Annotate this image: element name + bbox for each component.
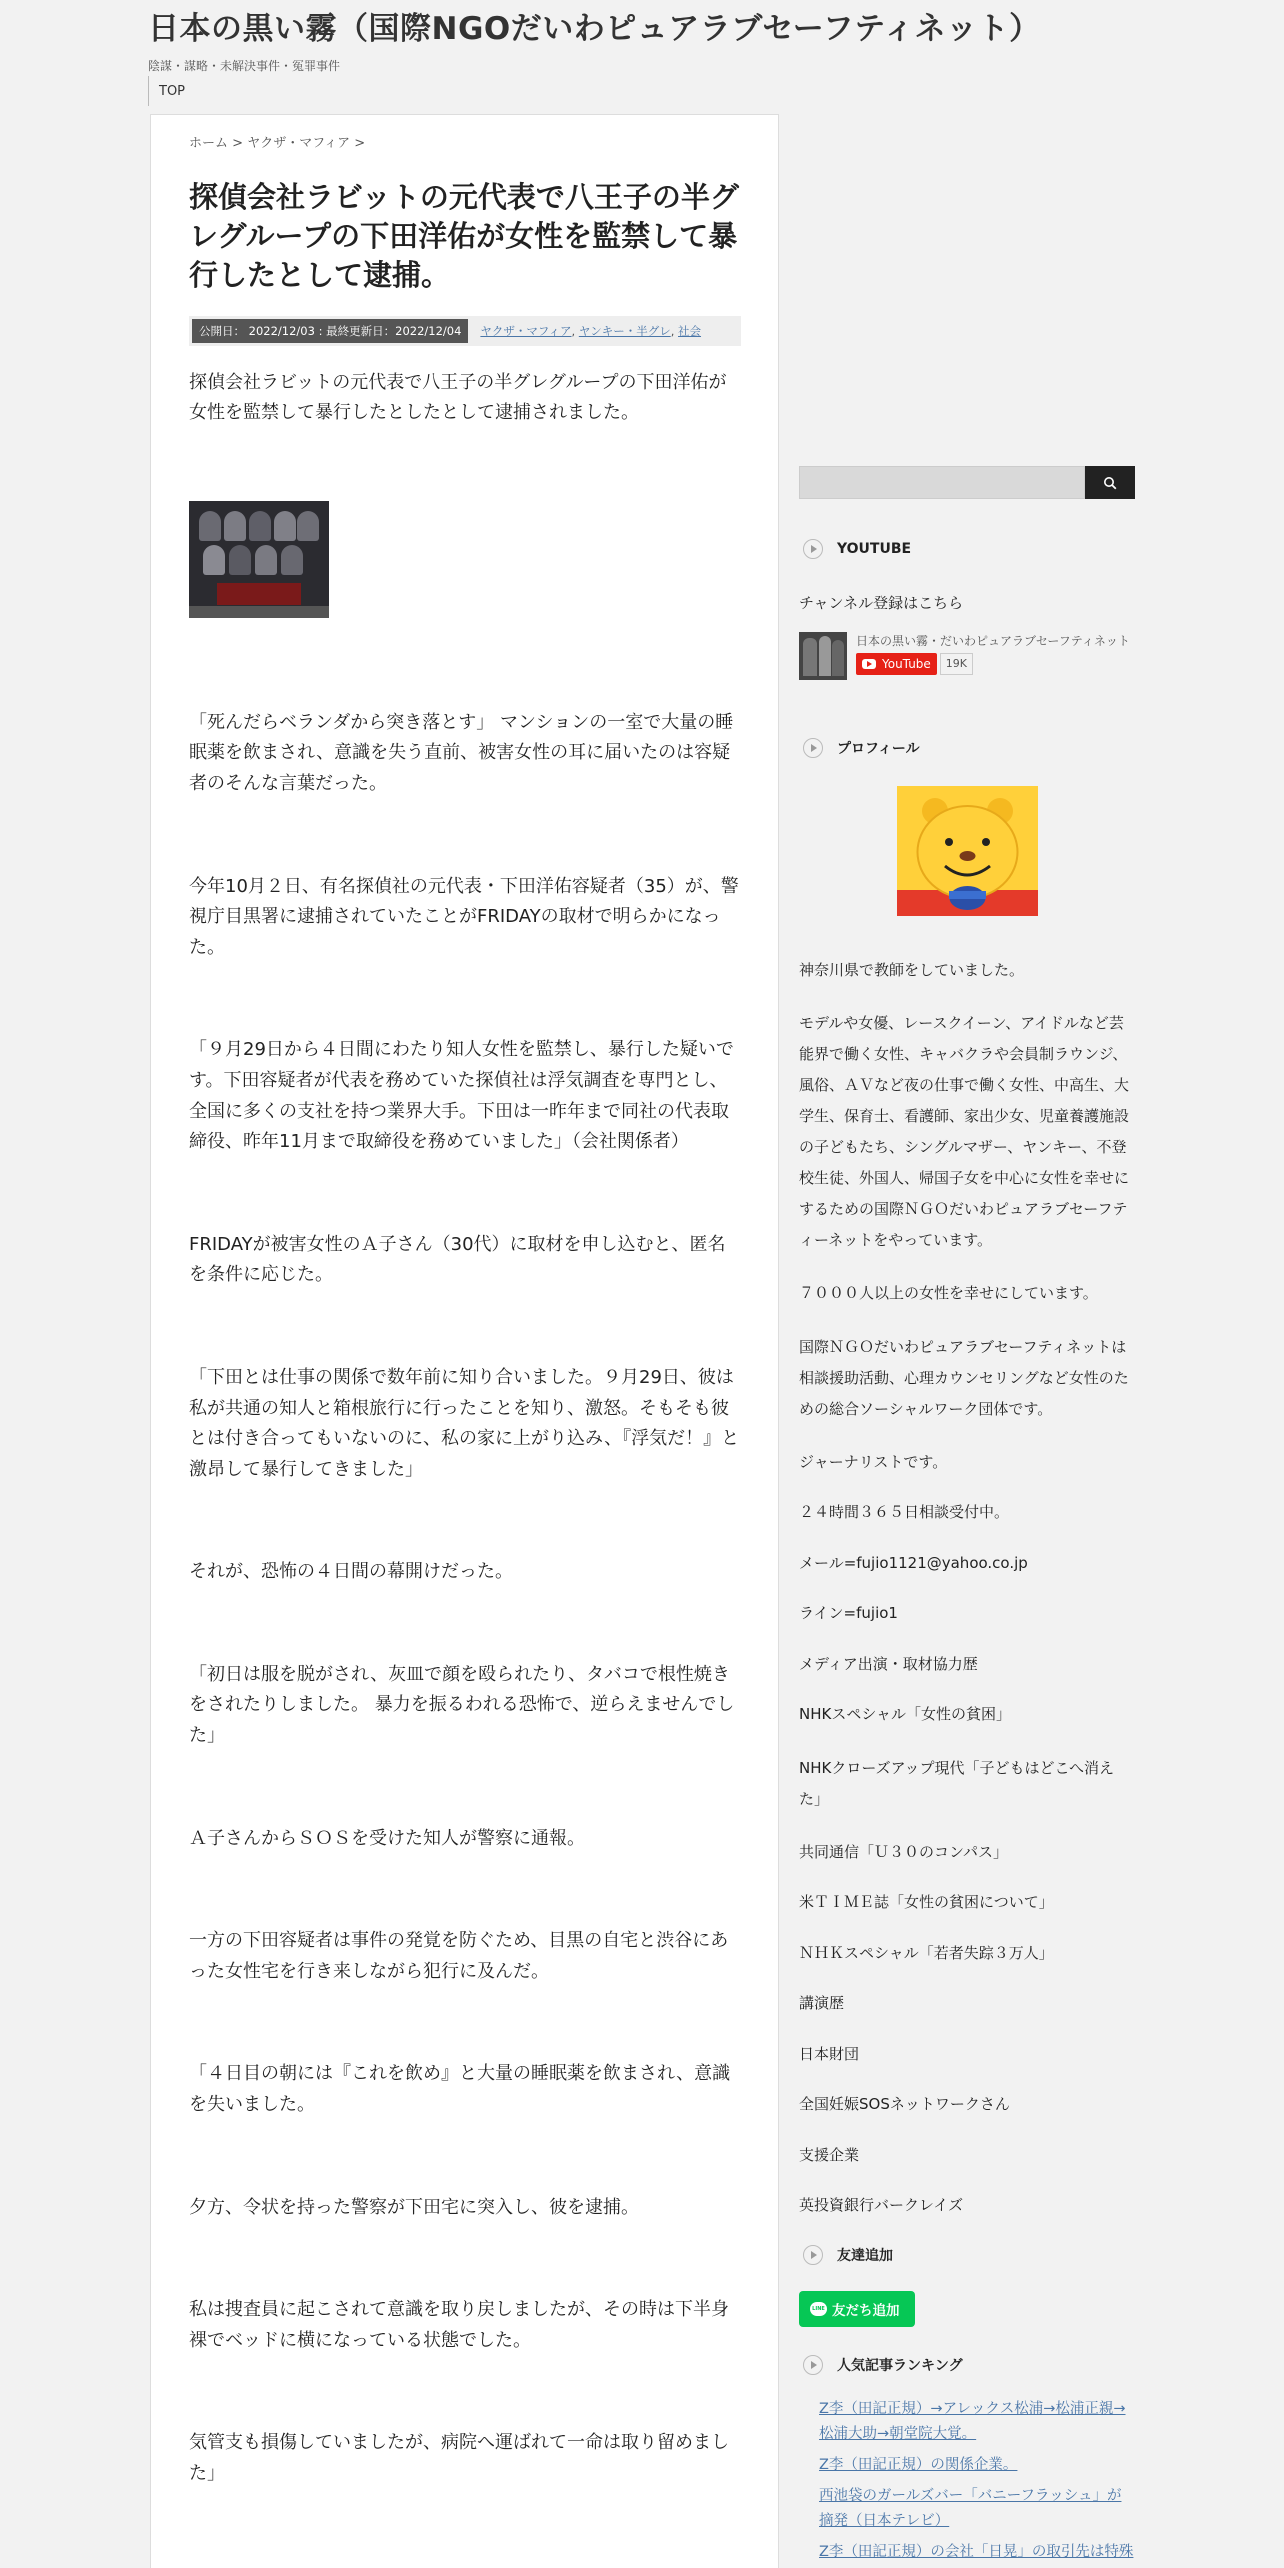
profile-avatar [897,786,1038,916]
profile-paragraph: NHKスペシャル「女性の貧困」 [799,1705,1012,1723]
category-link-society[interactable]: 社会 [678,323,702,338]
bullet-icon [803,2355,823,2375]
ranking-item[interactable]: Z李（田記正規）の会社「日晃」の取引先は特殊 [819,2543,1134,2560]
subscriber-count: 19K [940,653,973,675]
post-paragraph: 「死んだらベランダから突き落とす」 マンションの一室で大量の睡眠薬を飲まされ、意識を失う直前、被害女性の耳に届いたのは容疑者のそんな言葉だった。 [189,711,734,794]
profile-paragraph: 神奈川県で教師をしていました。 [799,960,1025,979]
profile-paragraph: 国際ＮＧＯだいわピュアラブセーフティネットは相談援助活動、心理カウンセリングなど女性のための総合ソーシャルワーク団体です。 [799,1337,1129,1418]
category-link-yankee[interactable]: ヤンキー・半グレ [578,323,671,338]
top-navigation [148,76,779,106]
bullet-icon [803,539,823,559]
post-categories: ヤクザ・マフィア, ヤンキー・半グレ, 社会 [480,323,702,338]
widget-title-text: YOUTUBE [837,541,912,557]
breadcrumb-home[interactable]: ホーム [189,136,229,151]
post-dates: 公開日： 2022/12/03 : 最終更新日：2022/12/04 [192,319,468,343]
post-paragraph: 「初日は服を脱がされ、灰皿で顔を殴られたり、タバコで根性焼きをされたりしました。 暴力を振るわれる恐怖で、逆らえませんでした」 [189,1663,735,1747]
profile-paragraph: 支援企業 [799,2145,860,2164]
post-body [189,368,741,2490]
profile-paragraph: 日本財団 [799,2044,860,2063]
profile-paragraph: 共同通信「Ｕ３０のコンパス」 [799,1842,1008,1861]
line-button-label: 友だち追加 [832,2302,900,2319]
channel-avatar[interactable] [799,632,847,680]
site-title[interactable]: 日本の黒い霧（国際NGOだいわピュアラブセーフティネット） [148,11,1041,47]
profile-paragraph: ジャーナリストです。 [799,1452,948,1471]
breadcrumb-category[interactable]: ヤクザ・マフィア [247,136,351,151]
widget-title-text: 友達追加 [837,2247,893,2264]
ranking-item[interactable]: Z李（田記正規）→アレックス松浦→松浦正親→松浦大助→朝堂院大覚。 [819,2400,1126,2442]
search-input[interactable] [799,466,1085,499]
category-link-yakuza[interactable]: ヤクザ・マフィア [480,323,572,338]
youtube-subscribe-button[interactable] [856,653,937,675]
profile-email: メール=fujio1121@yahoo.co.jp [799,1553,1028,1572]
line-add-friend-button[interactable] [799,2291,915,2327]
youtube-button-label: YouTube [882,656,931,671]
profile-paragraph: 全国妊娠SOSネットワークさん [799,2095,1010,2113]
friends-widget-title [799,2243,1135,2267]
ranking-item[interactable]: Z李（田記正規）の関係企業。 [819,2456,1018,2473]
profile-widget-title [799,736,1135,760]
post-paragraph: 私は捜査員に起こされて意識を取り戻しましたが、その時は下半身裸でベッドに横になっている状態でした。 [189,2299,729,2351]
post-paragraph: 気管支も損傷していましたが、病院へ運ばれて一命は取り留めました」 [189,2432,729,2485]
ranking-widget-title [799,2353,1135,2377]
youtube-widget-title [799,537,1135,561]
line-icon: LINE [810,2302,827,2316]
post-paragraph: FRIDAYが被害女性のＡ子さん（30代）に取材を申し込むと、匿名を条件に応じた。 [189,1233,726,1286]
profile-paragraph: ＮＨＫスペシャル「若者失踪３万人」 [799,1943,1054,1962]
breadcrumb [189,135,741,153]
profile-text [799,958,1135,2219]
site-header [148,0,1148,74]
profile-paragraph: ２４時間３６５日相談受付中。 [799,1503,1010,1521]
post-paragraph: 「下田とは仕事の関係で数年前に知り合いました。９月29日、彼は私が共通の知人と箱根旅行に行ったことを知り、激怒。そもそも彼とは付き合ってもいないのに、私の家に上がり込み、『浮気だ！』と激昂して暴行してきました」 [189,1366,740,1480]
post-paragraph: 「９月29日から４日間にわたり知人女性を監禁し、暴行した疑いです。下田容疑者が代表を務めていた探偵社は浮気調査を専門とし、全国に多くの支社を持つ業界大手。下田は一昨年まで同社の代表取締役、昨年11月まで取締役を務めていました」（会社関係者） [189,1039,734,1153]
nav-top-link[interactable]: TOP [159,84,186,99]
post-paragraph: それが、恐怖の４日間の幕開けだった。 [189,1561,513,1583]
post-meta [189,316,741,346]
breadcrumb-separator: > [350,136,366,151]
widget-title-text: プロフィール [837,740,920,757]
profile-paragraph: 米ＴＩＭＥ誌「女性の貧困について」 [799,1893,1054,1911]
main-content [150,114,779,2568]
post-paragraph: 探偵会社ラビットの元代表で八王子の半グレグループの下田洋佑が女性を監禁して暴行したとしたとして逮捕されました。 [189,371,727,424]
profile-paragraph: メディア出演・取材協力歴 [799,1654,978,1673]
profile-paragraph: NHKクローズアップ現代「子どもはどこへ消えた」 [799,1758,1114,1808]
widget-title-text: 人気記事ランキング [837,2357,963,2374]
post-paragraph: 一方の下田容疑者は事件の発覚を防ぐため、目黒の自宅と渋谷にあった女性宅を行き来しながら犯行に及んだ。 [189,1930,729,1982]
post-paragraph: 「４日目の朝には『これを飲め』と大量の睡眠薬を飲まされ、意識を失いました。 [189,2063,731,2116]
bullet-icon [803,2245,823,2265]
breadcrumb-separator: > [228,136,248,151]
post-paragraph: Ａ子さんからＳＯＳを受けた知人が警察に通報。 [189,1827,585,1849]
profile-paragraph: ７０００人以上の女性を幸せにしています。 [799,1284,1098,1302]
sidebar [799,466,1135,2565]
profile-paragraph: 英投資銀行バークレイズ [799,2196,964,2214]
ranking-item[interactable]: 西池袋のガールズバー「バニーフラッシュ」が摘発（日本テレビ） [819,2487,1122,2529]
ranking-list [819,2397,1135,2565]
post-paragraph: 夕方、令状を持った警察が下田宅に突入し、彼を逮捕。 [189,2196,639,2218]
site-description: 陰謀・謀略・未解決事件・冤罪事件 [148,59,341,74]
search-icon [1103,476,1117,490]
bullet-icon [803,738,823,758]
search-button[interactable] [1085,466,1135,499]
profile-paragraph: モデルや女優、レースクイーン、アイドルなど芸能界で働く女性、キャバクラや会員制ラウンジ、風俗、ＡＶなど夜の仕事で働く女性、中高生、大学生、保育士、看護師、家出少女、児童養護施設の子どもたち、シングルマザー、ヤンキー、不登校生徒、外国人、帰国子女を中心に女性を幸せにするための国際ＮＧＯだいわピュアラブセーフティーネットをやっています。 [799,1014,1130,1249]
article-photo[interactable] [189,501,329,618]
youtube-channel-card[interactable] [799,632,1135,680]
profile-line-id: ライン=fujio1 [799,1604,898,1622]
youtube-subscribe-text: チャンネル登録はこちら [799,594,964,612]
post-title: 探偵会社ラビットの元代表で八王子の半グレグループの下田洋佑が女性を監禁して暴行したとして逮捕。 [189,180,739,293]
youtube-play-icon [862,659,876,669]
search-form [799,466,1135,499]
channel-name[interactable]: 日本の黒い霧・だいわピュアラブセーフティネット [856,633,1130,648]
post-paragraph: 今年10月２日、有名探偵社の元代表・下田洋佑容疑者（35）が、警視庁目黒署に逮捕されていたことがFRIDAYの取材で明らかになった。 [189,875,739,958]
profile-paragraph: 講演歴 [799,1994,845,2012]
